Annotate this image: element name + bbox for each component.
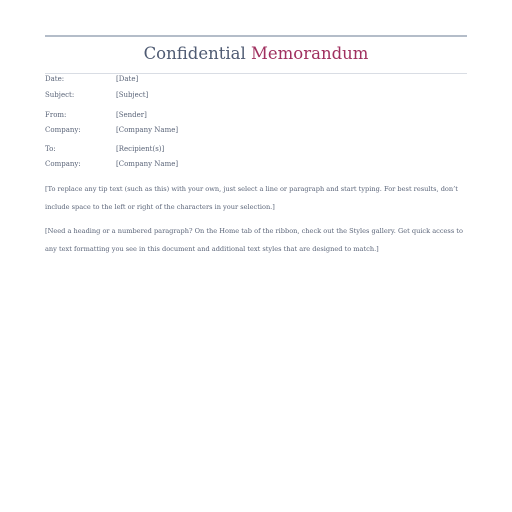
field-from-value[interactable]: [Sender] <box>116 111 147 119</box>
field-date-label: Date: <box>45 75 65 83</box>
field-recipient-company-label: Company: <box>45 160 81 168</box>
body-paragraph-2[interactable]: [Need a heading or a numbered paragraph? On the Home tab of the ribbon, check out the Styles gallery. Get quick access to any text formatting you see in this document and additional text styles that are designed to match.] <box>45 227 463 253</box>
field-recipient-company-value[interactable]: [Company Name] <box>116 160 179 168</box>
field-sender-company-value[interactable]: [Company Name] <box>116 126 179 134</box>
top-rule <box>45 35 467 37</box>
field-date-value[interactable]: [Date] <box>116 75 139 83</box>
body-paragraph-1[interactable]: [To replace any tip text (such as this) with your own, just select a line or paragraph and start typing. For best results, don’t include space to the left or right of the characters in your selection.] <box>45 185 458 211</box>
title-memorandum: Memorandum <box>250 44 369 63</box>
title-divider <box>45 73 467 74</box>
memo-title <box>45 43 467 65</box>
title-confidential: Confidential <box>143 44 246 63</box>
field-subject-label: Subject: <box>45 91 75 99</box>
field-to-value[interactable]: [Recipient(s)] <box>116 145 165 153</box>
field-from-label: From: <box>45 111 67 119</box>
field-to-label: To: <box>45 145 56 153</box>
field-sender-company-label: Company: <box>45 126 81 134</box>
field-subject-value[interactable]: [Subject] <box>116 91 149 99</box>
